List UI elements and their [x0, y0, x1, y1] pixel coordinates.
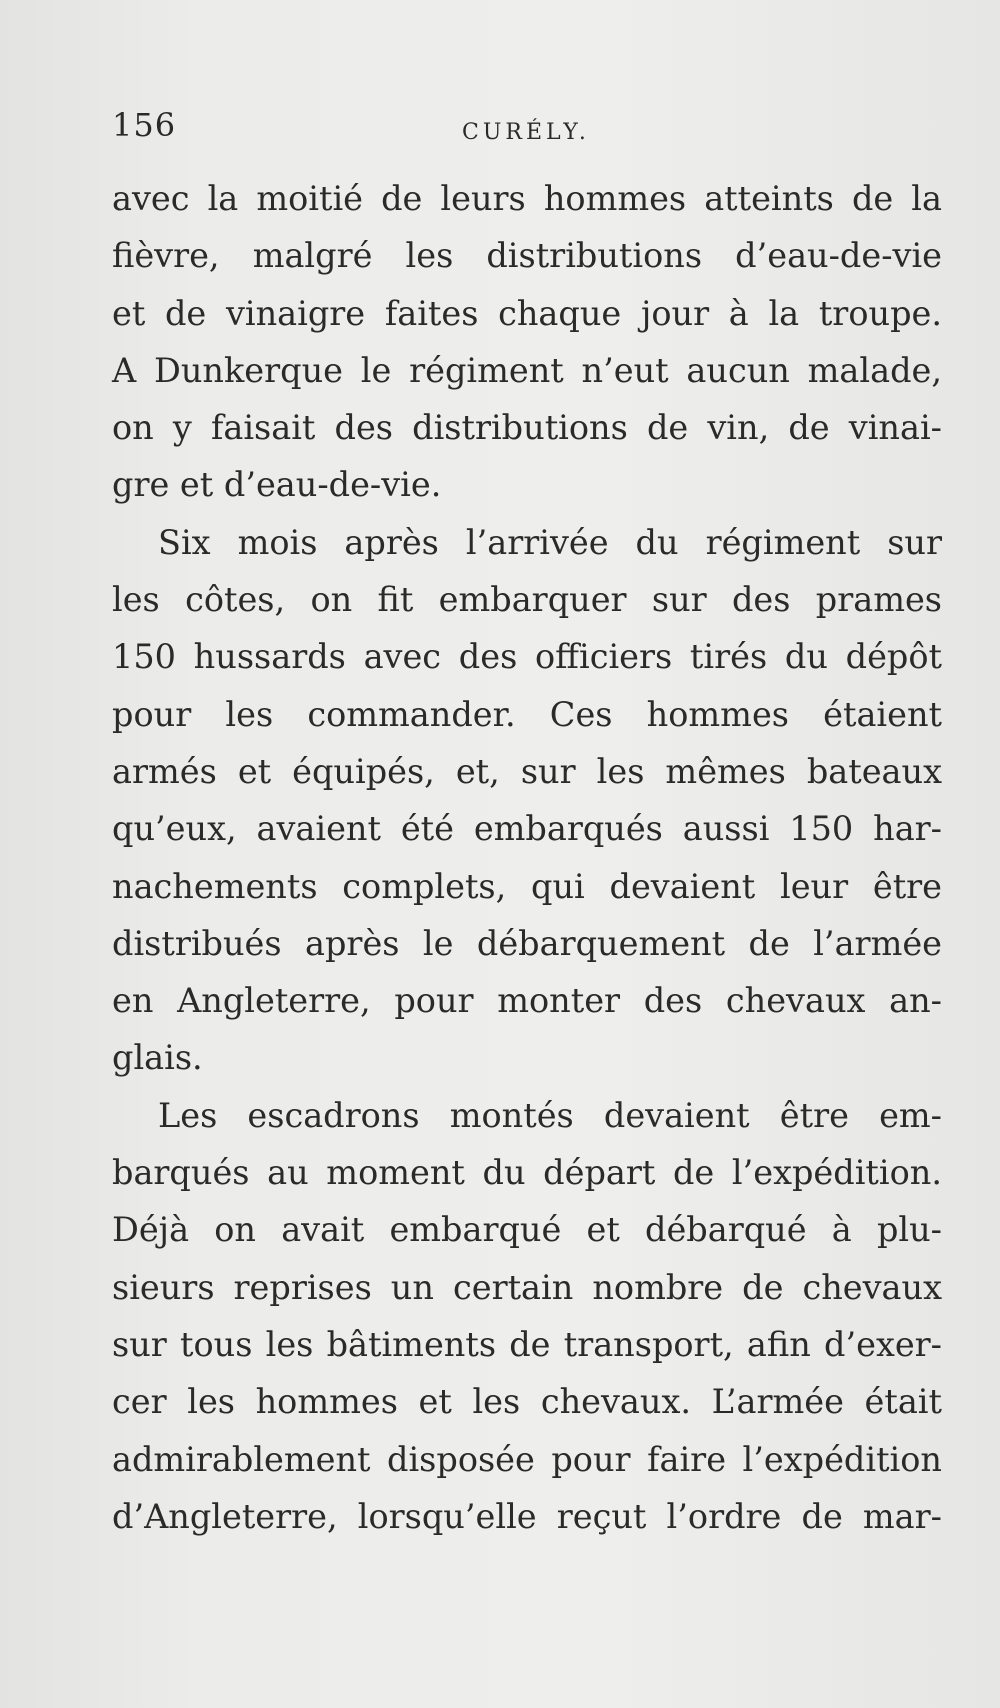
text-line: admirablement disposée pour faire l’expédition — [112, 1439, 942, 1479]
text-line: 150 hussards avec des officiers tirés du dépôt — [112, 637, 942, 677]
text-line: nachements complets, qui devaient leur être — [112, 866, 942, 906]
text-line: fièvre, malgré les distributions d’eau-de-vie — [112, 236, 942, 276]
text-line: Déjà on avait embarqué et débarqué à plu- — [112, 1210, 942, 1250]
page-header — [112, 106, 942, 156]
text-line: et de vinaigre faites chaque jour à la troupe. — [112, 293, 942, 333]
running-head: CURÉLY. — [462, 120, 590, 145]
text-line: qu’eux, avaient été embarqués aussi 150 har- — [112, 809, 942, 849]
text-line: d’Angleterre, lorsqu’elle reçut l’ordre de mar- — [112, 1496, 942, 1536]
text-line: distribués après le débarquement de l’armée — [112, 923, 942, 963]
text-line: A Dunkerque le régiment n’eut aucun malade, — [112, 350, 942, 390]
text-line: gre et d’eau-de-vie. — [112, 465, 442, 505]
text-line: on y faisait des distributions de vin, de vinai- — [112, 408, 942, 448]
body-text — [112, 170, 942, 1545]
text-line: sieurs reprises un certain nombre de chevaux — [112, 1267, 942, 1307]
text-line: en Angleterre, pour monter des chevaux an- — [112, 981, 942, 1021]
text-line: sur tous les bâtiments de transport, afin d’exer- — [112, 1324, 942, 1364]
text-line: armés et équipés, et, sur les mêmes bateaux — [112, 751, 942, 791]
text-line: les côtes, on fit embarquer sur des prames — [112, 580, 942, 620]
page-number: 156 — [112, 106, 177, 144]
text-line: Les escadrons montés devaient être em- — [158, 1095, 942, 1135]
text-line: glais. — [112, 1038, 203, 1078]
text-line: Six mois après l’arrivée du régiment sur — [158, 522, 942, 562]
text-line: cer les hommes et les chevaux. L’armée était — [112, 1382, 942, 1422]
text-line: barqués au moment du départ de l’expédition. — [112, 1153, 942, 1193]
text-line: avec la moitié de leurs hommes atteints de la — [112, 179, 942, 218]
text-line: pour les commander. Ces hommes étaient — [112, 694, 942, 734]
